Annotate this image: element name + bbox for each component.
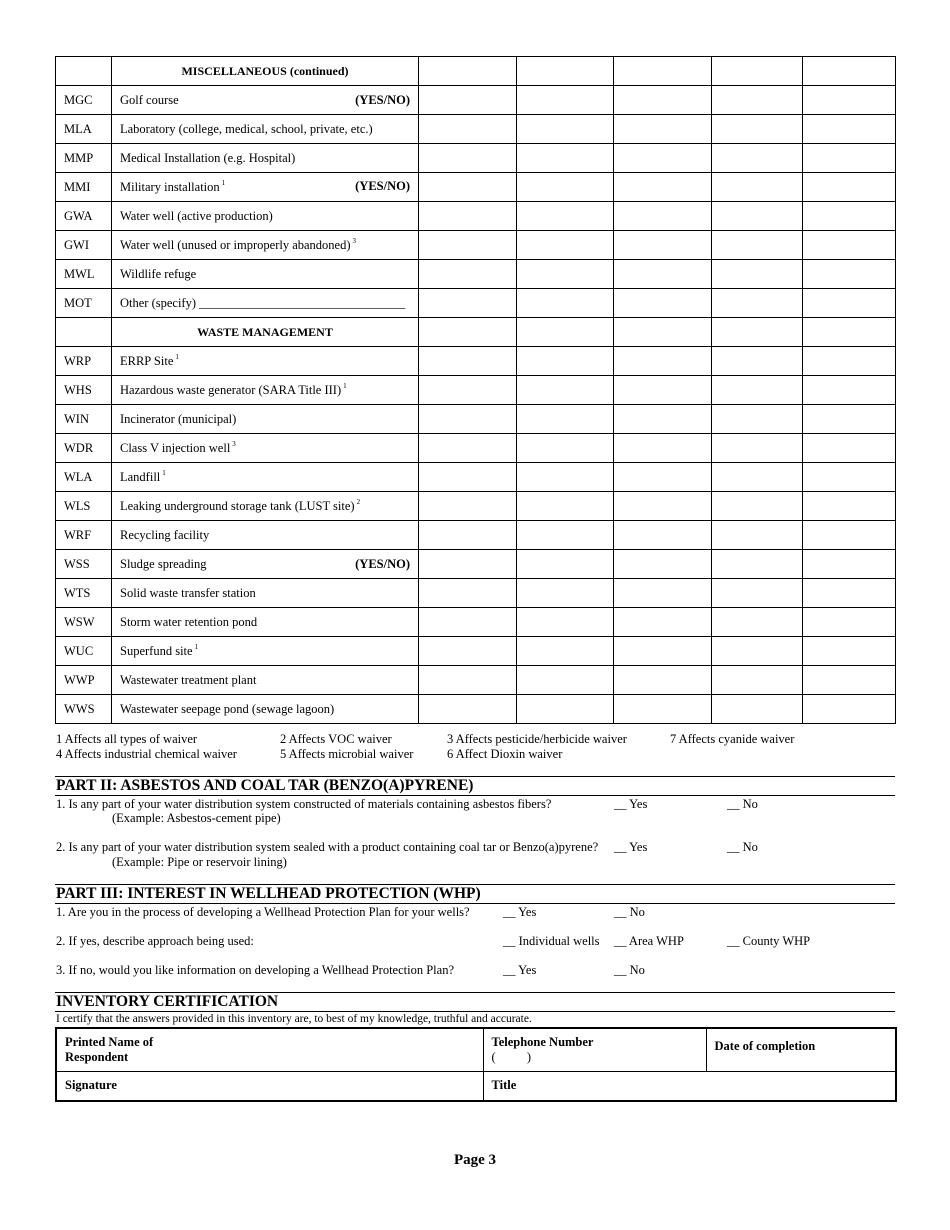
row-code: MGC (56, 86, 112, 115)
response-cell[interactable] (614, 405, 712, 434)
response-cell[interactable] (517, 492, 614, 521)
row-code: WSW (56, 608, 112, 637)
response-cell[interactable] (419, 521, 517, 550)
response-cell[interactable] (419, 608, 517, 637)
table-row (56, 608, 896, 637)
yes-no-label: (YES/NO) (355, 556, 410, 571)
part3-q3-no[interactable]: __ No (614, 963, 645, 977)
response-cell[interactable] (803, 637, 896, 666)
response-cell[interactable] (419, 115, 517, 144)
table-row (56, 637, 896, 666)
telephone-area-code: ( ) (491, 1049, 532, 1064)
response-cell[interactable] (419, 231, 517, 260)
footnote-marker: 1 (194, 643, 199, 651)
row-code: WTS (56, 579, 112, 608)
row-description: Superfund site (120, 644, 193, 658)
part2-q2-yes[interactable]: __ Yes (614, 840, 648, 854)
response-cell[interactable] (614, 579, 712, 608)
response-cell[interactable] (419, 173, 517, 202)
response-cell[interactable] (517, 666, 614, 695)
section-title: WASTE MANAGEMENT (112, 318, 419, 347)
row-code: WRF (56, 521, 112, 550)
response-cell[interactable] (419, 463, 517, 492)
response-cell[interactable] (614, 260, 712, 289)
response-cell[interactable] (614, 86, 712, 115)
response-cell[interactable] (712, 521, 803, 550)
response-cell[interactable] (712, 434, 803, 463)
response-cell[interactable] (419, 347, 517, 376)
printed-name-field[interactable] (56, 1028, 483, 1071)
response-cell[interactable] (712, 202, 803, 231)
response-cell[interactable] (419, 86, 517, 115)
row-description: Wastewater treatment plant (120, 672, 257, 687)
row-description-cell (112, 86, 419, 115)
response-cell[interactable] (517, 202, 614, 231)
row-description: Sludge spreading (120, 556, 207, 571)
date-label: Date of completion (714, 1039, 816, 1053)
row-code: MMI (56, 173, 112, 202)
table-row (56, 521, 896, 550)
response-cell[interactable] (517, 521, 614, 550)
response-cell[interactable] (712, 115, 803, 144)
row-description-cell (112, 579, 419, 608)
row-description: Wildlife refuge (120, 266, 197, 281)
row-code: MWL (56, 260, 112, 289)
row-code: GWI (56, 231, 112, 260)
response-cell[interactable] (614, 115, 712, 144)
response-cell[interactable] (419, 144, 517, 173)
part2-q2-no[interactable]: __ No (727, 840, 758, 854)
response-cell[interactable] (803, 492, 896, 521)
table-row (56, 260, 896, 289)
response-cell[interactable] (419, 405, 517, 434)
footnote-6: 6 Affect Dioxin waiver (447, 747, 563, 761)
date-field[interactable] (706, 1028, 896, 1071)
table-row (56, 376, 896, 405)
response-cell[interactable] (803, 405, 896, 434)
response-cell[interactable] (614, 637, 712, 666)
part2-question-1-example: (Example: Asbestos-cement pipe) (112, 811, 281, 825)
response-cell[interactable] (712, 376, 803, 405)
part3-question-2: 2. If yes, describe approach being used: (56, 934, 254, 948)
table-row (56, 202, 896, 231)
table-row (56, 173, 896, 202)
row-code: MLA (56, 115, 112, 144)
row-code: WLS (56, 492, 112, 521)
row-description-cell (112, 202, 419, 231)
row-code: WIN (56, 405, 112, 434)
response-cell[interactable] (803, 376, 896, 405)
row-description-cell (112, 695, 419, 724)
table-row (56, 666, 896, 695)
certification-table (55, 1027, 897, 1102)
response-cell[interactable] (712, 695, 803, 724)
response-cell[interactable] (517, 144, 614, 173)
response-cell[interactable] (419, 318, 517, 347)
row-description: Medical Installation (e.g. Hospital) (120, 150, 296, 165)
part2-heading: PART II: ASBESTOS AND COAL TAR (BENZO(A)PYRENE) (56, 777, 474, 794)
table-row (56, 231, 896, 260)
row-code: WRP (56, 347, 112, 376)
response-cell[interactable] (712, 463, 803, 492)
response-cell[interactable] (803, 521, 896, 550)
footnote-marker: 1 (162, 469, 166, 477)
row-description-cell (112, 405, 419, 434)
response-cell[interactable] (517, 260, 614, 289)
response-cell[interactable] (803, 434, 896, 463)
footnote-marker: 1 (343, 382, 347, 390)
part3-heading: PART III: INTEREST IN WELLHEAD PROTECTION (WHP) (56, 885, 481, 902)
section-row (56, 57, 896, 86)
response-cell[interactable] (614, 57, 712, 86)
response-cell[interactable] (419, 550, 517, 579)
response-cell[interactable] (614, 695, 712, 724)
response-cell[interactable] (614, 550, 712, 579)
yes-no-label: (YES/NO) (355, 179, 410, 193)
row-description: Other (specify) _________________________________ (120, 295, 406, 310)
row-description-cell (112, 434, 419, 463)
inventory-table (55, 56, 896, 724)
response-cell[interactable] (517, 115, 614, 144)
page-number: Page 3 (453, 1152, 497, 1168)
response-cell[interactable] (517, 463, 614, 492)
row-description: Recycling facility (120, 527, 210, 542)
row-description-cell (112, 260, 419, 289)
table-row (56, 347, 896, 376)
part3-q3-yes[interactable]: __ Yes (503, 963, 537, 977)
row-description: Solid waste transfer station (120, 585, 256, 600)
response-cell[interactable] (803, 347, 896, 376)
response-cell[interactable] (614, 434, 712, 463)
response-cell[interactable] (614, 318, 712, 347)
table-row (56, 144, 896, 173)
row-description: Leaking underground storage tank (LUST site) (120, 499, 355, 513)
response-cell[interactable] (712, 289, 803, 318)
response-cell[interactable] (517, 57, 614, 86)
row-description: ERRP Site (120, 354, 174, 368)
response-cell[interactable] (419, 376, 517, 405)
row-description: Water well (active production) (120, 208, 273, 223)
response-cell[interactable] (712, 492, 803, 521)
cert-heading: INVENTORY CERTIFICATION (56, 993, 279, 1010)
response-cell[interactable] (517, 376, 614, 405)
response-cell[interactable] (712, 57, 803, 86)
cert-bottom-rule (55, 1011, 895, 1012)
response-cell[interactable] (712, 231, 803, 260)
response-cell[interactable] (419, 57, 517, 86)
row-code: WHS (56, 376, 112, 405)
response-cell[interactable] (803, 289, 896, 318)
row-description-cell (112, 463, 419, 492)
table-row (56, 492, 896, 521)
footnote-marker: 2 (356, 498, 361, 506)
row-code: WDR (56, 434, 112, 463)
response-cell[interactable] (712, 347, 803, 376)
row-description-cell (112, 231, 419, 260)
row-code: MMP (56, 144, 112, 173)
row-description-cell (112, 144, 419, 173)
response-cell[interactable] (712, 608, 803, 637)
response-cell[interactable] (712, 637, 803, 666)
footnote-7: 7 Affects cyanide waiver (670, 732, 795, 746)
footnote-3: 3 Affects pesticide/herbicide waiver (447, 732, 627, 746)
part2-question-2: 2. Is any part of your water distribution system sealed with a product containing coal tar or Benzo(a)pyrene? (56, 840, 599, 854)
response-cell[interactable] (614, 173, 712, 202)
response-cell[interactable] (517, 86, 614, 115)
response-cell[interactable] (614, 521, 712, 550)
table-row (56, 434, 896, 463)
row-code: MOT (56, 289, 112, 318)
part2-question-1: 1. Is any part of your water distribution system constructed of materials containing asbestos fibers? (56, 797, 552, 811)
response-cell[interactable] (419, 666, 517, 695)
response-cell[interactable] (517, 434, 614, 463)
response-cell[interactable] (803, 144, 896, 173)
row-description-cell (112, 666, 419, 695)
row-code: WWS (56, 695, 112, 724)
response-cell[interactable] (517, 550, 614, 579)
response-cell[interactable] (614, 463, 712, 492)
row-description: Storm water retention pond (120, 614, 258, 629)
row-description: Class V injection well (120, 441, 231, 455)
part3-bottom-rule (55, 903, 895, 904)
signature-field[interactable] (56, 1071, 483, 1101)
footnote-marker: 3 (352, 237, 357, 245)
row-description: Wastewater seepage pond (sewage lagoon) (120, 701, 335, 716)
footnote-2: 2 Affects VOC waiver (280, 732, 392, 746)
response-cell[interactable] (419, 637, 517, 666)
response-cell[interactable] (712, 144, 803, 173)
row-description: Military installation (120, 180, 220, 194)
response-cell[interactable] (614, 347, 712, 376)
response-cell[interactable] (712, 86, 803, 115)
title-field[interactable] (483, 1071, 896, 1101)
table-row (56, 115, 896, 144)
table-row (56, 289, 896, 318)
response-cell[interactable] (712, 550, 803, 579)
response-cell[interactable] (517, 347, 614, 376)
table-row (56, 695, 896, 724)
response-cell[interactable] (803, 86, 896, 115)
part3-q1-yes[interactable]: __ Yes (503, 905, 537, 919)
response-cell[interactable] (803, 463, 896, 492)
row-description-cell (112, 115, 419, 144)
response-cell[interactable] (517, 231, 614, 260)
row-description-cell (112, 550, 419, 579)
yes-no-label: (YES/NO) (355, 92, 410, 107)
row-description-cell (112, 637, 419, 666)
telephone-label: Telephone Number (491, 1034, 594, 1049)
response-cell[interactable] (517, 579, 614, 608)
response-cell[interactable] (517, 637, 614, 666)
response-cell[interactable] (517, 608, 614, 637)
footnote-5: 5 Affects microbial waiver (280, 747, 414, 761)
footnote-marker: 1 (221, 179, 226, 187)
response-cell[interactable] (614, 666, 712, 695)
row-code: WLA (56, 463, 112, 492)
signature-label: Signature (65, 1078, 117, 1093)
response-cell[interactable] (614, 202, 712, 231)
response-cell[interactable] (419, 579, 517, 608)
respondent-label: Respondent (65, 1049, 129, 1064)
footnote-marker: 3 (232, 440, 236, 448)
response-cell[interactable] (803, 260, 896, 289)
footnote-4: 4 Affects industrial chemical waiver (56, 747, 237, 761)
code-cell (56, 57, 112, 86)
response-cell[interactable] (614, 231, 712, 260)
response-cell[interactable] (712, 579, 803, 608)
row-description: Water well (unused or improperly abandoned) (120, 238, 351, 252)
row-description-cell (112, 173, 419, 202)
telephone-field[interactable] (483, 1028, 706, 1071)
response-cell[interactable] (419, 695, 517, 724)
response-cell[interactable] (803, 202, 896, 231)
row-code: WSS (56, 550, 112, 579)
response-cell[interactable] (517, 289, 614, 318)
response-cell[interactable] (712, 405, 803, 434)
response-cell[interactable] (803, 57, 896, 86)
response-cell[interactable] (712, 318, 803, 347)
response-cell[interactable] (614, 144, 712, 173)
response-cell[interactable] (614, 289, 712, 318)
response-cell[interactable] (419, 289, 517, 318)
response-cell[interactable] (712, 666, 803, 695)
response-cell[interactable] (712, 260, 803, 289)
response-cell[interactable] (803, 666, 896, 695)
response-cell[interactable] (614, 608, 712, 637)
section-title: MISCELLANEOUS (continued) (112, 57, 419, 86)
part2-bottom-rule (55, 795, 895, 796)
row-description: Incinerator (municipal) (120, 411, 237, 426)
part2-q1-yes[interactable]: __ Yes (614, 797, 648, 811)
footnote-marker: 1 (175, 353, 179, 361)
response-cell[interactable] (614, 376, 712, 405)
cert-statement: I certify that the answers provided in this inventory are, to best of my knowledge, truthful and accurate. (56, 1013, 532, 1025)
part2-q1-no[interactable]: __ No (727, 797, 758, 811)
row-code: WUC (56, 637, 112, 666)
response-cell[interactable] (803, 579, 896, 608)
row-code: GWA (56, 202, 112, 231)
row-description-cell (112, 492, 419, 521)
part3-q2-individual-wells[interactable]: __ Individual wells (503, 934, 600, 948)
response-cell[interactable] (803, 231, 896, 260)
part3-question-3: 3. If no, would you like information on developing a Wellhead Protection Plan? (56, 963, 454, 977)
row-description: Golf course (120, 92, 179, 107)
row-description: Laboratory (college, medical, school, private, etc.) (120, 121, 373, 136)
part2-question-2-example: (Example: Pipe or reservoir lining) (112, 855, 287, 869)
response-cell[interactable] (419, 434, 517, 463)
response-cell[interactable] (803, 318, 896, 347)
response-cell[interactable] (419, 260, 517, 289)
response-cell[interactable] (803, 695, 896, 724)
section-row (56, 318, 896, 347)
response-cell[interactable] (803, 550, 896, 579)
row-description-cell (112, 521, 419, 550)
response-cell[interactable] (517, 695, 614, 724)
response-cell[interactable] (803, 173, 896, 202)
table-row (56, 550, 896, 579)
response-cell[interactable] (803, 608, 896, 637)
row-code: WWP (56, 666, 112, 695)
response-cell[interactable] (803, 115, 896, 144)
response-cell[interactable] (419, 492, 517, 521)
part3-q2-area-whp[interactable]: __ Area WHP (614, 934, 684, 948)
table-row (56, 579, 896, 608)
row-description: Hazardous waste generator (SARA Title III) (120, 383, 342, 397)
part3-q2-county-whp[interactable]: __ County WHP (727, 934, 811, 948)
table-row (56, 463, 896, 492)
part3-q1-no[interactable]: __ No (614, 905, 645, 919)
response-cell[interactable] (517, 318, 614, 347)
printed-name-label: Printed Name of (65, 1034, 154, 1049)
response-cell[interactable] (419, 202, 517, 231)
response-cell[interactable] (614, 492, 712, 521)
response-cell[interactable] (712, 173, 803, 202)
row-description-cell (112, 376, 419, 405)
table-row (56, 86, 896, 115)
title-label: Title (491, 1078, 517, 1093)
row-description-cell (112, 347, 419, 376)
footnote-1: 1 Affects all types of waiver (56, 732, 198, 746)
row-description-cell (112, 608, 419, 637)
part3-question-1: 1. Are you in the process of developing a Wellhead Protection Plan for your wells? (56, 905, 470, 919)
table-row (56, 405, 896, 434)
code-cell (56, 318, 112, 347)
row-description-cell (112, 289, 419, 318)
row-description: Landfill (120, 470, 161, 484)
response-cell[interactable] (517, 173, 614, 202)
response-cell[interactable] (517, 405, 614, 434)
